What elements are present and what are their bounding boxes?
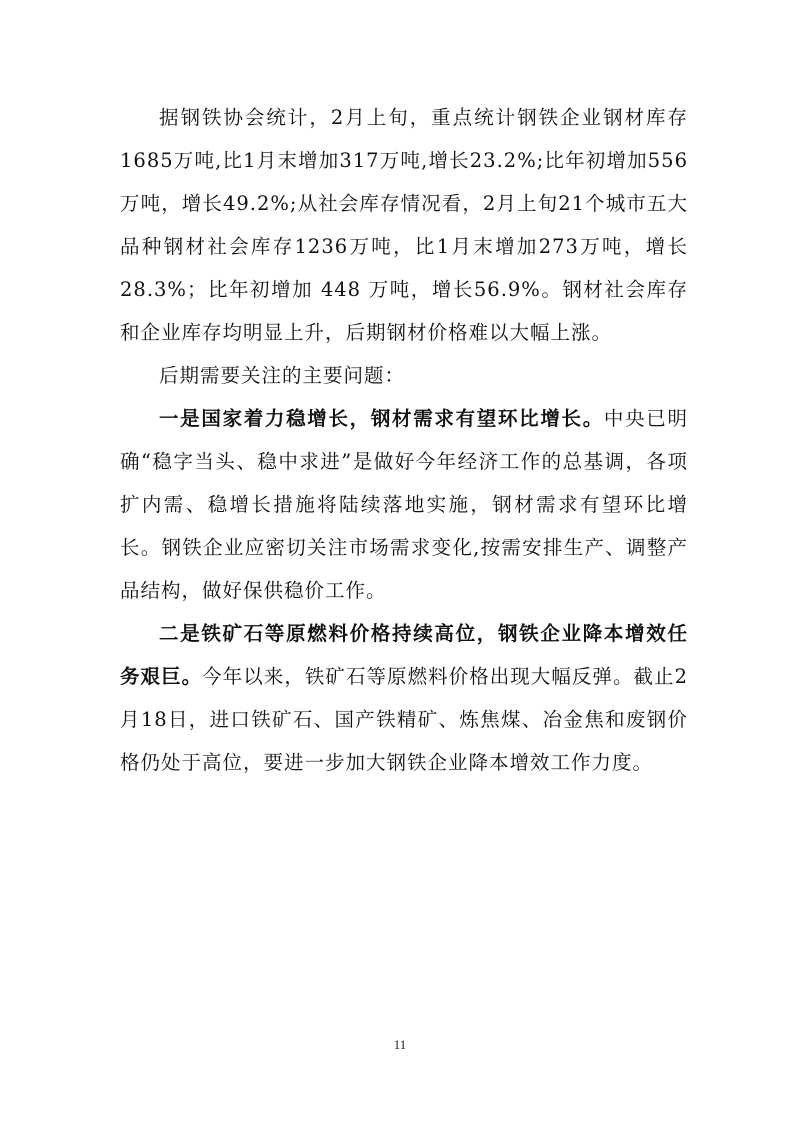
paragraph-issue-two	[120, 612, 688, 784]
document-body	[120, 96, 688, 784]
issue-one-heading: 一是国家着力稳增长，钢材需求有望环比增长。	[159, 407, 604, 430]
paragraph-text: 今年以来，铁矿石等原燃料价格出现大幅反弹。截止2月18日，进口铁矿石、国产铁精矿、炼焦煤、冶金焦和废钢价格仍处于高位，要进一步加大钢铁企业降本增效工作力度。	[120, 665, 688, 774]
paragraph-steel-inventory	[120, 96, 688, 354]
paragraph-text: 后期需要关注的主要问题：	[159, 364, 406, 387]
issue-two-heading: 二是铁矿石等原燃料价格持续高位，钢铁企业降本增效任务艰巨。	[120, 622, 688, 688]
paragraph-text: 据钢铁协会统计，2月上旬，重点统计钢铁企业钢材库存1685万吨,比1月末增加317万吨,增长23.2%;比年初增加556万吨，增长49.2%;从社会库存情况看，2月上旬21个城市五大品种钢材社会库存1236万吨，比1月末增加273万吨，增长28.3%；比年初增加 448 万吨，增长56.9%。钢材社会库存和企业库存均明显上升，后期钢材价格难以大幅上涨。	[120, 106, 688, 344]
page-number: 11	[393, 1037, 407, 1052]
paragraph-issue-one	[120, 397, 688, 612]
paragraph-issues-intro	[120, 354, 688, 397]
paragraph-text: 中央已明确“稳字当头、稳中求进”是做好今年经济工作的总基调，各项扩内需、稳增长措施将陆续落地实施，钢材需求有望环比增长。钢铁企业应密切关注市场需求变化,按需安排生产、调整产品结构，做好保供稳价工作。	[120, 407, 688, 602]
